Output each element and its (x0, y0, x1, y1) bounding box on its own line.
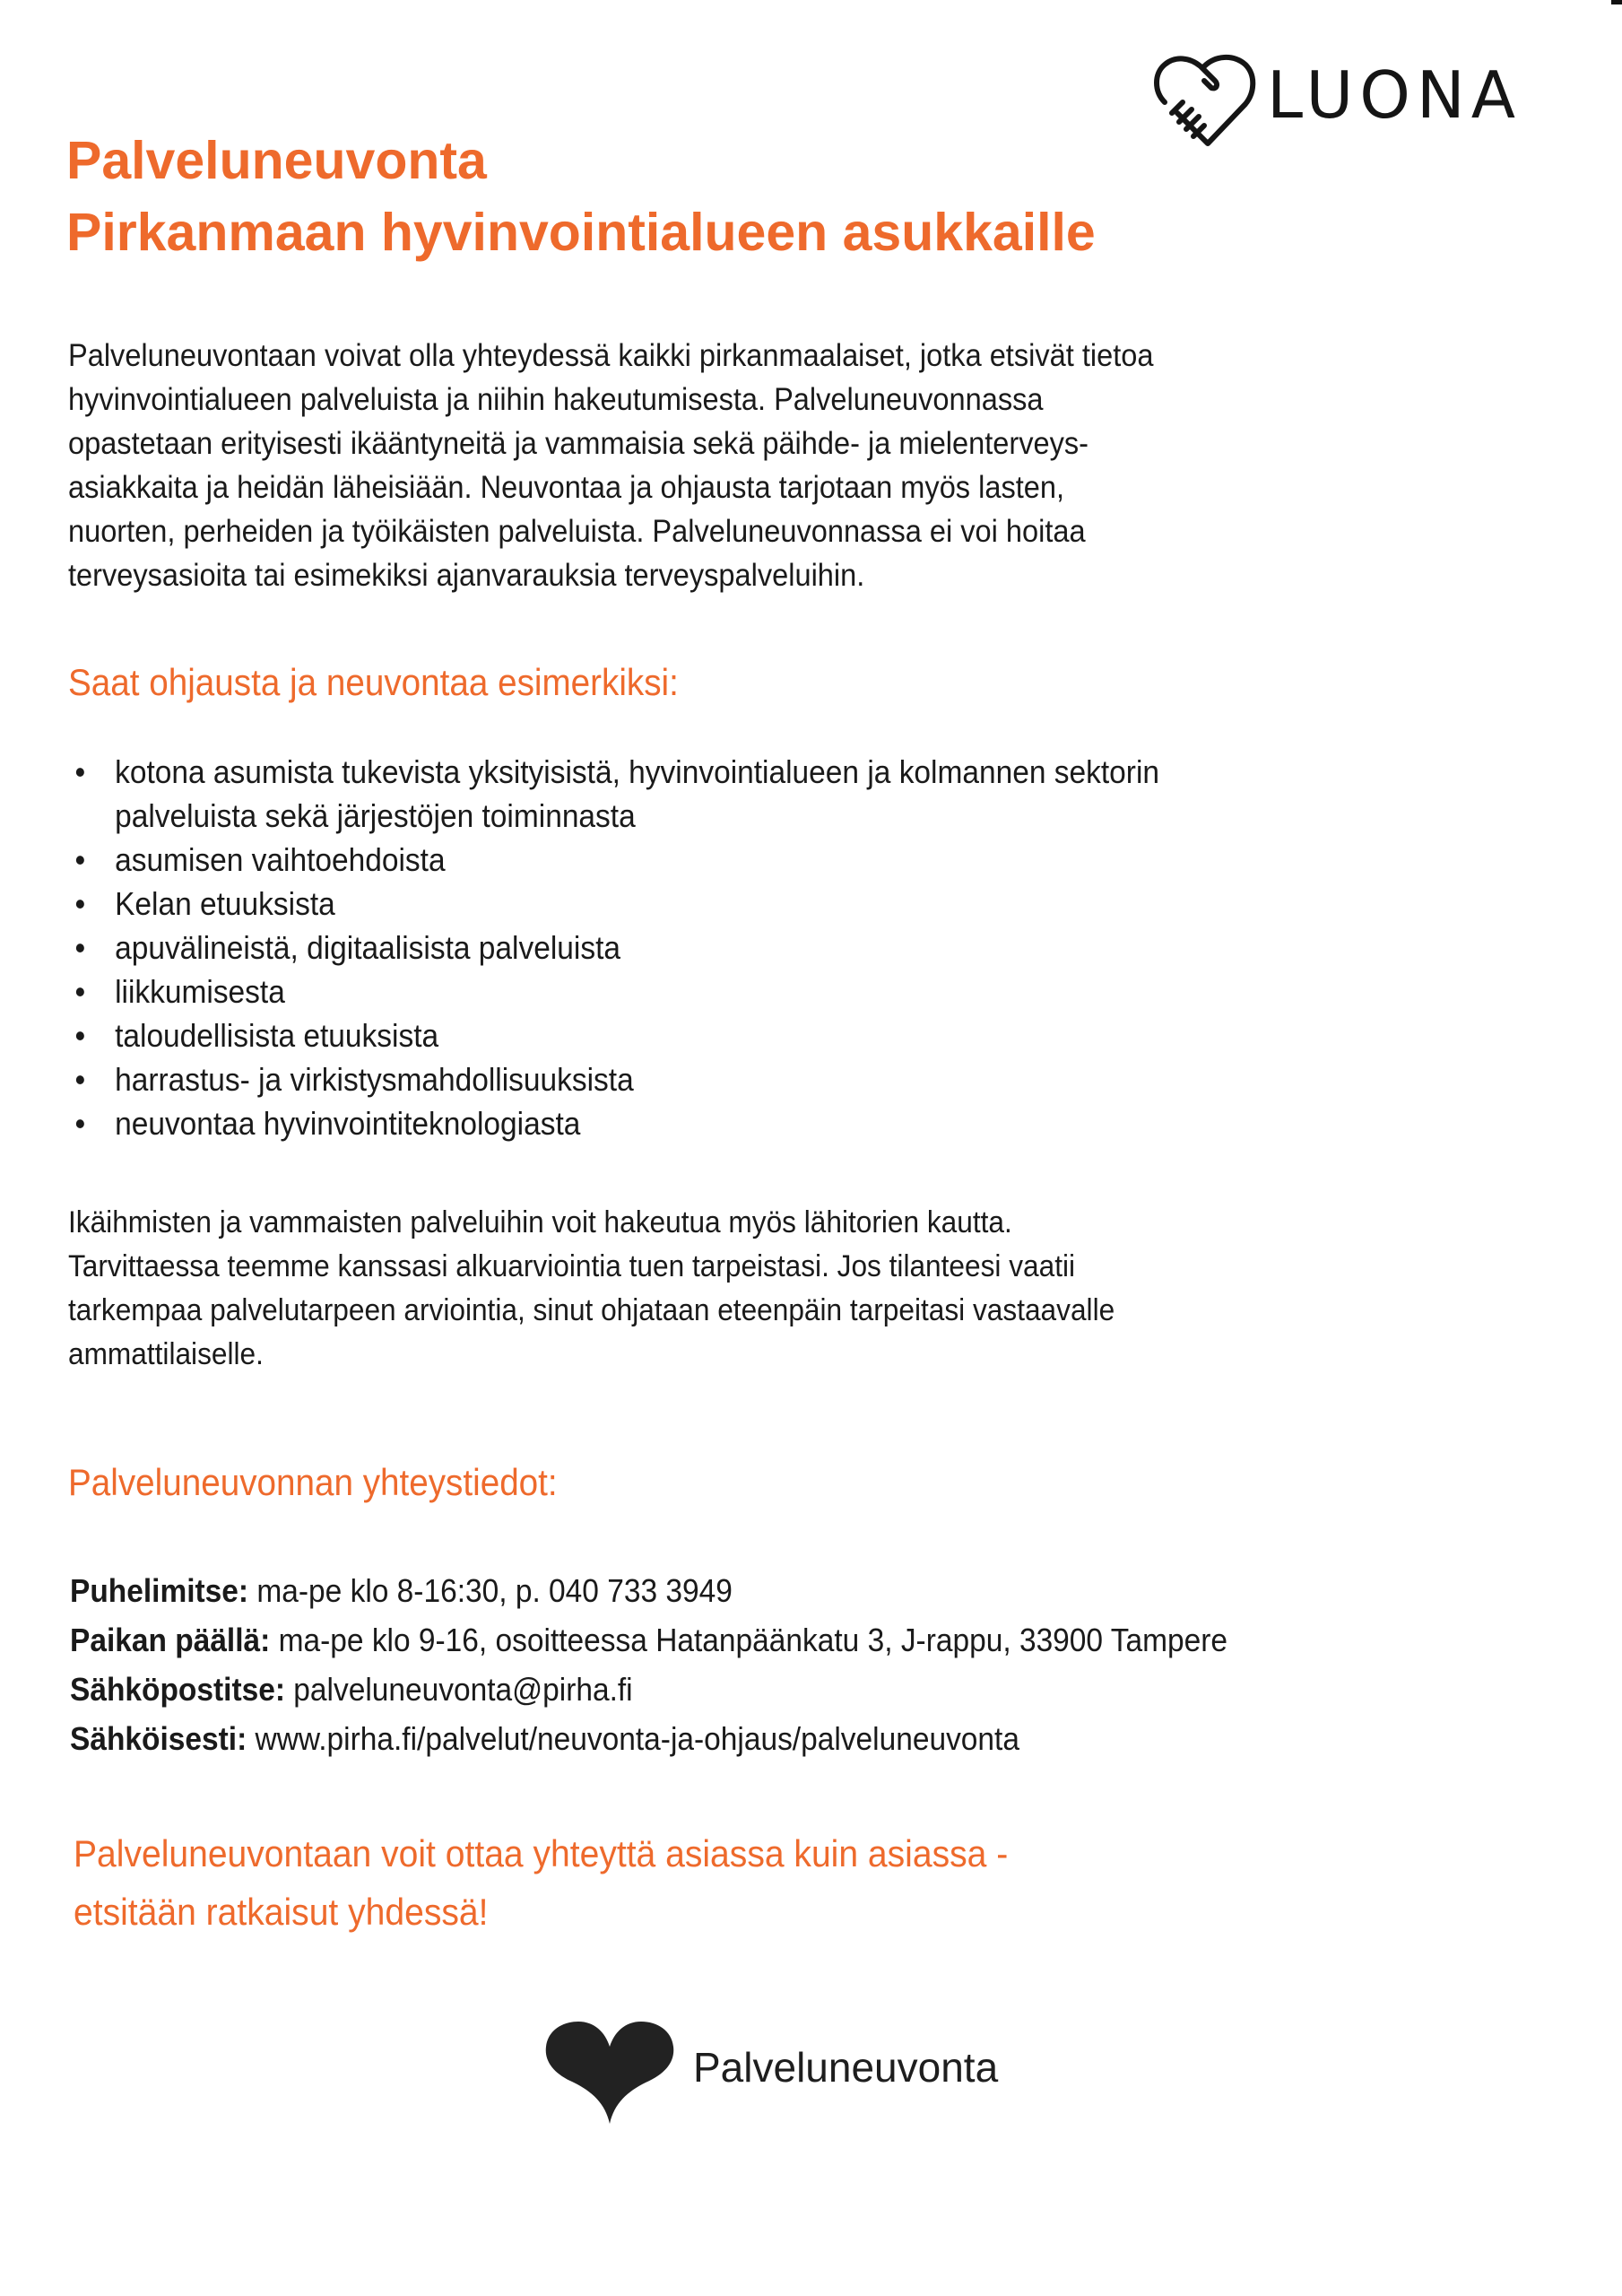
list-item-text: Kelan etuuksista (115, 885, 335, 922)
scan-edge-mark (1611, 0, 1622, 4)
list-item-text: kotona asumista tukevista yksityisistä, hyvinvointialueen ja kolmannen sektorin (115, 753, 1160, 790)
list-item (68, 838, 1469, 882)
contact-value[interactable]: ma-pe klo 8-16:30, p. 040 733 3949 (248, 1572, 733, 1609)
guidance-heading: Saat ohjausta ja neuvontaa esimerkiksi: (68, 661, 679, 703)
intro-line: opastetaan erityisesti ikääntyneitä ja vammaisia sekä päihde- ja mielenterveys- (68, 426, 1089, 461)
page-title-line-1: Palveluneuvonta (66, 131, 487, 190)
list-item (68, 882, 1469, 926)
list-item-text: harrastus- ja virkistysmahdollisuuksista (115, 1061, 634, 1098)
page-title-line-2: Pirkanmaan hyvinvointialueen asukkaille (66, 203, 1096, 262)
bullet-icon: • (74, 1061, 86, 1098)
closing-line-2: etsitään ratkaisut yhdessä! (74, 1891, 489, 1933)
list-item-text: neuvontaa hyvinvointiteknologiasta (115, 1105, 581, 1142)
intro-line: terveysasioita tai esimekiksi ajanvarauksia terveyspalveluihin. (68, 558, 865, 593)
bullet-icon: • (74, 929, 86, 966)
list-item (68, 1101, 1469, 1145)
bullet-icon: • (74, 841, 86, 878)
contact-phone (70, 1566, 1227, 1615)
list-item (68, 970, 1469, 1013)
list-item (68, 926, 1469, 970)
contact-details (70, 1566, 1227, 1763)
contact-email (70, 1665, 1227, 1714)
closing-line-1: Palveluneuvontaan voit ottaa yhteyttä asiassa kuin asiassa - (74, 1832, 1009, 1874)
list-item-text: taloudellisista etuuksista (115, 1017, 439, 1054)
intro-line: asiakkaita ja heidän läheisiään. Neuvontaa ja ohjausta tarjotaan myös lasten, (68, 470, 1065, 505)
bullet-icon: • (74, 1105, 86, 1142)
paragraph-line: ammattilaiselle. (68, 1337, 264, 1371)
list-item (68, 1013, 1469, 1057)
contacts-heading: Palveluneuvonnan yhteystiedot: (68, 1461, 558, 1503)
elderly-services-paragraph (68, 1201, 1469, 1377)
contact-label: Sähköisesti: (70, 1720, 247, 1757)
bullet-icon: • (74, 1017, 86, 1054)
website-link[interactable]: www.pirha.fi/palvelut/neuvonta-ja-ohjaus/palveluneuvonta (247, 1720, 1019, 1757)
contact-label: Paikan päällä: (70, 1622, 271, 1658)
heart-handshake-icon (1152, 47, 1260, 150)
luona-logo (1152, 47, 1522, 150)
paragraph-line: Ikäihmisten ja vammaisten palveluihin voit hakeutua myös lähitorien kautta. (68, 1205, 1012, 1239)
paragraph-line: Tarvittaessa teemme kanssasi alkuarviointia tuen tarpeistasi. Jos tilanteesi vaatii (68, 1249, 1076, 1283)
contact-value: ma-pe klo 9-16, osoitteessa Hatanpäänkatu 3, J-rappu, 33900 Tampere (270, 1622, 1227, 1658)
paragraph-line: tarkempaa palvelutarpeen arviointia, sinut ohjataan eteenpäin tarpeitasi vastaavalle (68, 1293, 1115, 1327)
email-link[interactable]: palveluneuvonta@pirha.fi (284, 1671, 633, 1708)
contact-web (70, 1714, 1227, 1763)
intro-paragraph (68, 334, 1469, 597)
list-item (68, 750, 1469, 838)
intro-line: nuorten, perheiden ja työikäisten palveluista. Palveluneuvonnassa ei voi hoitaa (68, 514, 1086, 549)
bullet-icon: • (74, 753, 86, 790)
guidance-list (68, 750, 1469, 1145)
intro-line: Palveluneuvontaan voivat olla yhteydessä kaikki pirkanmaalaiset, jotka etsivät tietoa (68, 338, 1154, 373)
intro-line: hyvinvointialueen palveluista ja niihin hakeutumisesta. Palveluneuvonnassa (68, 382, 1044, 417)
list-item-text: asumisen vaihtoehdoista (115, 841, 446, 878)
list-item (68, 1057, 1469, 1101)
list-item-text: liikkumisesta (115, 973, 285, 1010)
contact-label: Puhelimitse: (70, 1572, 249, 1609)
list-item-text: apuvälineistä, digitaalisista palveluista (115, 929, 620, 966)
footer-brand-text: Palveluneuvonta (693, 2044, 999, 2091)
luona-brand-text: LUONA (1267, 57, 1522, 133)
list-item-text-continued: palveluista sekä järjestöjen toiminnasta (115, 797, 636, 834)
closing-message (74, 1824, 1008, 1941)
palveluneuvonta-logo (542, 2018, 1045, 2126)
bullet-icon: • (74, 885, 86, 922)
bullet-icon: • (74, 973, 86, 1010)
heart-icon (542, 2018, 677, 2126)
contact-onsite (70, 1615, 1227, 1665)
contact-label: Sähköpostitse: (70, 1671, 285, 1708)
